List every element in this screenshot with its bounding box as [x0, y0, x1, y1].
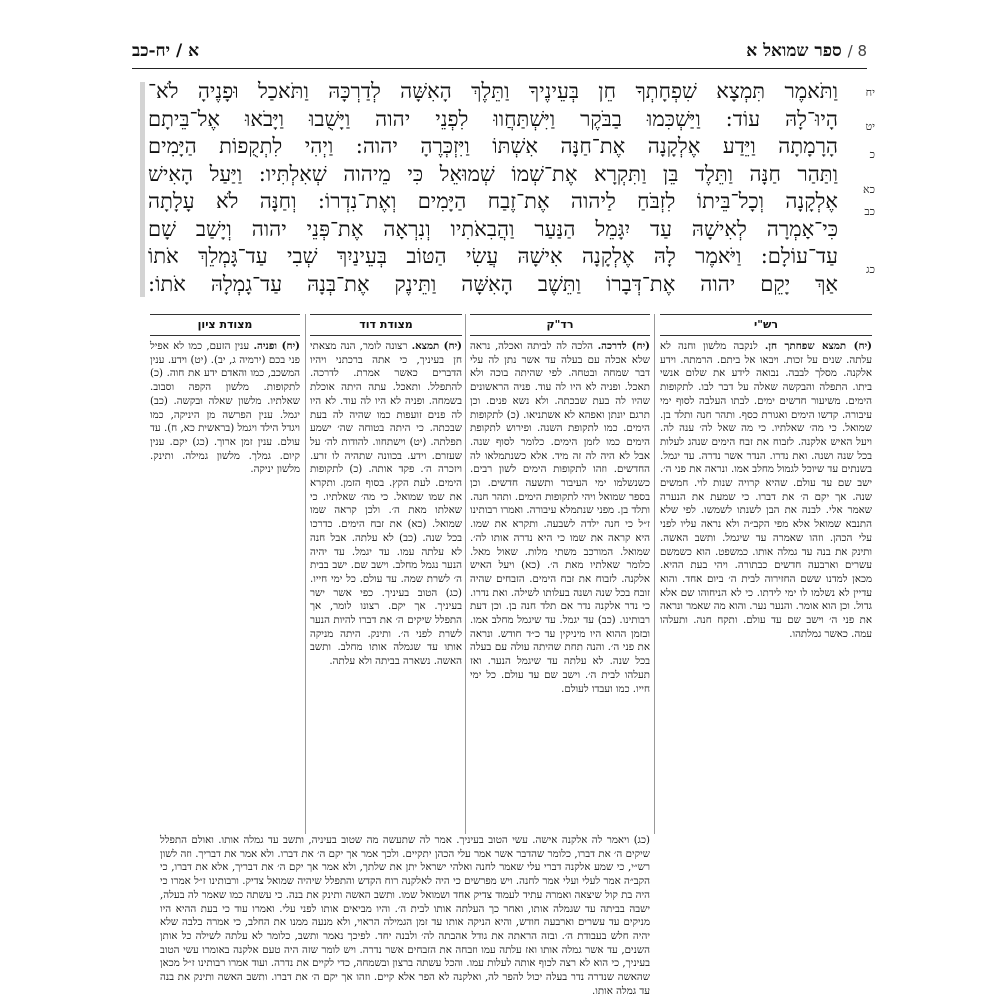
verse-number: יח — [865, 86, 875, 99]
header-right — [746, 41, 867, 61]
verse-number: כב — [864, 205, 875, 218]
metzudat-tzion-body: ענין הזעם, כמו לא אפיל פני בכם (ירמיה ג, יב). (יט) וידע. ענין המשכב, כמו והאדם ידע את חוה. (כ) לתקופות. מלשון הקפה וסבוב. שאלתיו. מלשון שאלה ובקשה. (כב) יגמל. ענין הפרשה מן היניקה, כמו ויגדל הילד ויגמל (בראשית כא, ח). עד עולם. ענין זמן ארוך. (כג) יקם. ענין קיום. גמלך. מלשון גמילה. ותינק. מלשון יניקה. — [150, 341, 300, 476]
verse-number: כ — [869, 148, 875, 161]
book-title: ספר שמואל א — [746, 41, 842, 61]
verse-line: כִּי־אָמְרָה לְאִישָׁהּ עַד יִגָּמֵל הַנַּעַר וַהֲבִאֹתִיו וְנִרְאָה אֶת־פְּנֵי יהוה וְיָשַׁב שָׁם — [148, 216, 838, 241]
verse-number: כג — [865, 263, 875, 276]
verse-line: הָרָמָתָה וַיֵּדַע אֶלְקָנָה אֶת־חַנָּה אִשְׁתּוֹ וַיִּזְכְּרֶהָ יהוה: וַיְהִי לִתְקֻפוֹת הַיָּמִים — [148, 134, 838, 158]
metzudat-david-column — [310, 314, 462, 829]
metzudat-tzion-lead: (יח) ופניה. — [253, 340, 300, 352]
page-number: 8 / — [847, 42, 867, 60]
verse-line: אַךְ יָקֵם יהוה אֶת־דְּבָרוֹ וַתֵּשֶׁב הָאִשָּׁה וַתֵּינֶק אֶת־בְּנָהּ עַד־גָמְלָהּ אֹתוֹ: — [148, 271, 838, 296]
rashi-text — [660, 336, 872, 641]
header-rule — [132, 68, 867, 69]
verse-margin-bar — [140, 82, 145, 297]
column-divider — [305, 314, 306, 834]
column-divider — [465, 314, 466, 834]
commentary-continuation: (כג) ויאמר לה אלקנה אישה. עשי הטוב בעיניך. אמר לה שתעשה מה שטוב בעיניה, ותשב עד גמלה אותו. ואולם התפלל שיקים ה׳ את דברו, כלומר שהדבר אשר אמר עלי הכהן יתקיים. ולכך אמר אך יקם ה׳ את דברו. ולא אמר את דבריך. וזה לשון רש״י, כי שמע אלקנה דברי עלי שאמר לחנה ואלהי ישראל יתן את שלתך, ולא אמר אך יקם ה׳ את דבריך, אלא את דברו, כי הקב״ה אמר לעלי ועלי אמר לחנה. ויש מפרשים כי היה לאלקנה רוח הקדש והתפלל שיהיה שמואל צדיק. ורבותינו ז״ל אמרו כי היה בת קול שיצאה ואמרה עתיד לעמוד צדיק אחד ושמואל שמו. ותשב האשה ותינק את בנה. כי עשתה כמו שאמר לה בעלה, ישבה בביתה עד שגמלה אותו, ואחר כך העלתה אותו לבית ה׳. והיו מביאים אותו לפני עלי. ואמרו עוד כי בעת ההיא היו מניקים עד עשרים וארבעה חודש, והיא הניקה אותו עד זמן הגמילה הראוי, ולא מנעה ממנו את החלב, כי אמרה בלבה שלא יהיה חלש בעבודת ה׳. ובזה הראתה את גודל אהבתה לה׳ ולבנה יחד. לפיכך נאמר ותשב, כלומר לא עלתה לשילה כל אותן השנים, עד אשר גמלה אותו ואז עלתה עמו וזבחה את הזבחים אשר נדרה. ויש לומר שזה היה טעם אלקנה באומרו עשי הטוב בעיניך, כי הוא לא רצה לכוף אותה לעלות עמו. והכל עשתה ברצון ובשמחה, כדי לקיים את נדרה. ועוד אמרו רבותינו ז״ל מכאן שהאשה שנדרה נדר בעלה יכול להפר לה, ואלקנה לא הפר אלא קיים. וזהו אך יקם ה׳ את דברו. ותשב האשה ותינק את בנה עד גמלה אותו. — [160, 835, 650, 997]
verse-number: יט — [865, 120, 875, 133]
metzudat-tzion-column — [150, 314, 300, 476]
verse-line: הָיוּ־לָהּ עוֹד: וַיַּשְׁכִּמוּ בַבֹּקֶר וַיִּשְׁתַּחֲווּ לִפְנֵי יהוה וַיָּשֻׁבוּ וַיָּבֹאוּ אֶל־בֵּיתָם — [148, 106, 838, 131]
scripture-text — [148, 78, 838, 296]
verse-line: עַד־עוֹלָם: וַיֹּאמֶר לָהּ אֶלְקָנָה אִישָׁהּ עֲשִׂי הַטּוֹב בְּעֵינַיִךְ שְׁבִי עַד־גָּמְלֵךְ אֹתוֹ — [148, 244, 838, 268]
verse-line: וַתַּהַר חַנָּה וַתֵּלֶד בֵּן וַתִּקְרָא אֶת־שְׁמוֹ שְׁמוּאֵל כִּי מֵיהוה שְׁאִלְתִּיו: וַיַּעַל הָאִישׁ — [148, 161, 838, 186]
radak-text — [470, 336, 650, 696]
chapter-reference: א / יח-כב — [132, 41, 200, 61]
metzudat-david-title: מצודת דוד — [310, 314, 462, 336]
verse-number: כא — [863, 183, 875, 196]
radak-column — [470, 314, 650, 829]
metzudat-david-lead: (יח) תמצא. — [411, 340, 462, 352]
page-header — [132, 34, 867, 68]
rashi-column — [660, 314, 872, 829]
radak-title: רד"ק — [470, 314, 650, 336]
rashi-body: לנקבה מלשון וחנה לא עלתה. שנים על זכות. ויבאו אל ביתם. הרמתה. וידע אלקנה. מסלך לבבה. נבואה לידע את שלום אנשי ביתו. התפלה והבקשה שאלה על דבר לבו. לתקופות הימים. משיעור חדשים ימים. לבתו העלבה לסוף ימי עיבורה. קדשו הימים ואגורת כסף. ותהר חנה ותלד בן. שמואל. כי מה׳ שאלתיו. כי מה שאל לה׳ ענה לה. ויעל האיש אלקנה. לזבוח את זבח הימים שנהג לעלות בכל שנה ושנה. ואת נדרו. הנדר אשר נדרה. עד יגמל. בשנתים עד שיוכל לגמול מחלב אמו. ונראה את פני ה׳. ישב שם עד עולם. שהיא קרויה שנות לוי. חמשים שנה. אך יקם ה׳ את דברו. כי שמעת את הנערה שאמר אלי. לבנה את הבן לשנתו לשמשו. לפי שלא התנבא שמואל אלא מפי הקב״ה ולא נראה עליו לפני עלי הכהן. וזהו שאמרה עד שיגמל. ותשב האשה. ותינק את בנה עד גמלה אותו. כמשפט. הוא כשמשם עשרים וארבעה חדשים כבתורה. ויהי בעת ההיא. מכאן למדנו ששם החזירוה לבית ה׳ ביום אחד. והוא עדיין לא נשלמו לו ימי לידתו. כי לא הניחוהו שם אלא גדול. וכן הוא אומר. והנער נער. והוא מה שאמר ונראה את פני ה׳ וישב שם עד עולם. ותקח חנה. ותעלהו עמה. כאשר גמלתהו. — [659, 341, 872, 640]
radak-body: הלכה לה לביתה ואכלה, נראה שלא אכלה עם בעלה עד אשר נתן לה עלי דבר שמחה ובטחה. לפי שהיתה בוכה ולא תאכל. ופניה לא היו לה עוד. פניה הראשונים שהיו לה בעת שבכתה. ולא נשא פנים. וכן תרגם יונתן ואפהא לא אשתניאו. (כ) לתקופות הימים. כמו לתקופת השנה. ופירוש לתקופת הימים כמו לזמן הימים. כלומר לסוף שנה. אבל לא היה לה זה מיד. אלא כשנתמלאו לה החדשים. וזהו לתקופות הימים לשון רבים. כשנשלמו ימי העיבור ותשעה חדשים. וכן בספר שמואל ויהי לתקופות הימים. ותהר חנה. ותלד בן. מפני שנתמלא עיבורה. ואמרו רבותינו ז״ל כי חנה ילדה לשבעה. ותקרא את שמו. היא קראה את שמו כי היא נדרה אותו לה׳. שמואל. המורכב משתי מלות. שאול מאל. כלומר שאלתיו מאת ה׳. (כא) ויעל האיש אלקנה. לזבוח את זבח הימים. הזבחים שהיה זובח בכל שנה ושנה בעלותו לשילה. ואת נדרו. כי נדר אלקנה נדר אם תלד חנה בן. וכן דעת רבותינו. (כב) עד יגמל. עד שיגמל מחלב אמו. ובזמן ההוא היו מיניקין עד כ״ד חודש. ונראה את פני ה׳. והנה תחת שהיתה עולה עם בעלה בכל שנה. לא עלתה עד שיגמל הנער. ואז תעלהו לבית ה׳. וישב שם עד עולם. כל ימי חייו. כמו ועבדו לעולם. — [470, 341, 650, 695]
verse-line: וַתֹּאמֶר תִּמְצָא שִׁפְחָתְךָ חֵן בְּעֵינֶיךָ וַתֵּלֶךְ הָאִשָּׁה לְדַרְכָּהּ וַתֹּאכַל וּפָנֶיהָ לֹא־ — [148, 79, 838, 103]
metzudat-tzion-text — [150, 336, 300, 477]
metzudat-david-body: רצונה לומר, הנה מצאתי חן בעיניך, כי אתה ברכתני ויהיו הדברים כאשר אמרת. לדרכה. להתפלל. ותאכל. עתה היתה אוכלת בשמחה. ופניה לא היו לה עוד. לא היו לה פנים זועפות כמו שהיה לה בעת שבכתה. כי היתה בטוחה שה׳ ישמע תפלתה. (יט) וישתחוו. להודות לה׳ על שעזרם. וידע. בכוונה שתהיה לו זרע. ויזכרה ה׳. פקד אותה. (כ) לתקופות הימים. לעת הקץ. בסוף הזמן. ותקרא את שמו שמואל. כי מה׳ שאלתיו. כי שאלתו מאת ה׳. ולכן קראה שמו שמואל. (כא) את זבח הימים. כדרכו בכל שנה. (כב) לא עלתה. אבל חנה לא עלתה עמו. עד יגמל. עד יהיה הנער נגמל מחלב. וישב שם. ישב בבית ה׳ לשרת שמה. עד עולם. כל ימי חייו. (כג) הטוב בעיניך. כפי אשר ישר בעיניך. אך יקם. רצונו לומר, אך התפלל שיקים ה׳ את דברו להיות הנער לשרת לפני ה׳. ותינק. היתה מניקה אותו עד שגמלה אותו מחלב. ותשב האשה. נשארה בביתה ולא עלתה. — [310, 341, 462, 668]
rashi-title: רש"י — [660, 314, 872, 336]
metzudat-tzion-title: מצודת ציון — [150, 314, 300, 336]
radak-lead: (יח) לדרכה. — [597, 340, 650, 352]
rashi-lead: (יח) תמצא שפחתך חן. — [764, 340, 872, 352]
verse-line: אֶלְקָנָה וְכָל־בֵּיתוֹ לִזְבֹּחַ לַיהוה אֶת־זֶבַח הַיָּמִים וְאֶת־נִדְרוֹ: וְחַנָּה לֹא עָלָתָה — [148, 189, 838, 213]
column-divider — [654, 314, 655, 834]
metzudat-david-text — [310, 336, 462, 669]
